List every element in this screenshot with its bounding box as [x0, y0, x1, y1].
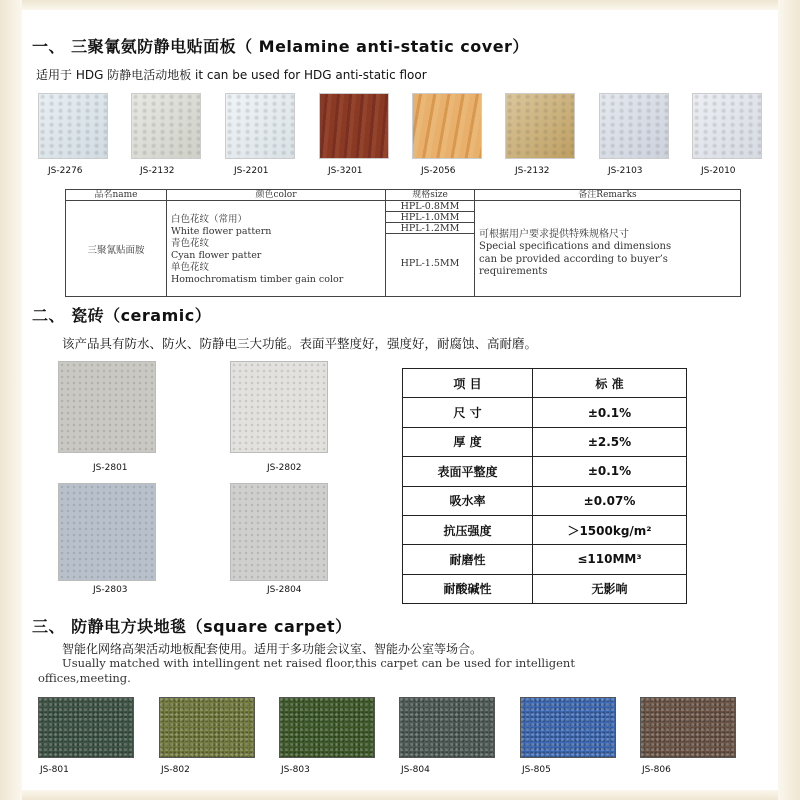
color-item: 青色花纹	[171, 237, 210, 249]
swatch-code: JS-2010	[701, 166, 736, 176]
carpet-swatch	[399, 697, 495, 758]
spec-item: 耐磨性	[403, 545, 533, 574]
remarks	[475, 201, 741, 297]
spec-item: 耐酸碱性	[403, 574, 533, 603]
carpet-code: JS-806	[642, 765, 671, 775]
spec-value: ±0.1%	[533, 398, 687, 427]
color-list	[167, 201, 386, 297]
remark-line: Special specifications and dimensions	[479, 241, 672, 252]
color-item: 白色花纹（常用）	[171, 213, 248, 225]
spec-value: ±2.5%	[533, 427, 687, 456]
tile-code: JS-2802	[267, 463, 302, 473]
table-header: 备注Remarks	[475, 190, 741, 201]
color-item: White flower pattern	[171, 225, 272, 237]
spec-value: ≤110MM³	[533, 545, 687, 574]
size-item: HPL-1.5MM	[400, 258, 460, 269]
spec-item: 尺 寸	[403, 398, 533, 427]
section2-heading: 二、 瓷砖（ceramic）	[32, 306, 212, 325]
section3-desc-en-2: offices,meeting.	[38, 671, 131, 685]
swatch-tile	[131, 93, 201, 159]
swatch-code: JS-2132	[140, 166, 175, 176]
spec-value: 无影响	[533, 574, 687, 603]
section2-description: 该产品具有防水、防火、防静电三大功能。表面平整度好，强度好，耐腐蚀、高耐磨。	[62, 336, 538, 351]
spec-value: ＞1500kg/m²	[533, 515, 687, 544]
melamine-table	[65, 189, 741, 297]
spec-value: ±0.07%	[533, 486, 687, 515]
section1-heading: 一、 三聚氰氨防静电贴面板（ Melamine anti-static cover）	[32, 37, 529, 56]
ceramic-spec-table	[402, 368, 687, 604]
tile-code: JS-2801	[93, 463, 128, 473]
remark-line: requirements	[479, 266, 548, 277]
carpet-swatch	[159, 697, 255, 758]
carpet-swatch	[279, 697, 375, 758]
swatch-code: JS-2103	[608, 166, 643, 176]
tile-code: JS-2804	[267, 585, 302, 595]
swatch-code: JS-2132	[515, 166, 550, 176]
size-item: HPL-0.8MM	[386, 201, 474, 212]
swatch-tile	[692, 93, 762, 159]
ceramic-tile	[230, 361, 328, 453]
size-list	[386, 201, 475, 297]
spec-item: 厚 度	[403, 427, 533, 456]
spec-item: 表面平整度	[403, 457, 533, 486]
frame-bottom	[0, 790, 800, 800]
swatch-code: JS-2201	[234, 166, 269, 176]
carpet-code: JS-805	[522, 765, 551, 775]
section3-heading: 三、 防静电方块地毯（square carpet）	[32, 617, 352, 636]
frame-left	[0, 0, 22, 800]
swatch-code: JS-2056	[421, 166, 456, 176]
swatch-tile	[412, 93, 482, 159]
spec-value: ±0.1%	[533, 457, 687, 486]
spec-header: 项 目	[403, 369, 533, 398]
remark-line: 可根据用户要求提供特殊规格尺寸	[479, 228, 629, 240]
swatch-tile	[225, 93, 295, 159]
ceramic-tile	[58, 483, 156, 581]
swatch-code: JS-2276	[48, 166, 83, 176]
color-item: 单色花纹	[171, 261, 210, 273]
table-header: 颜色color	[167, 190, 386, 201]
carpet-swatch	[520, 697, 616, 758]
frame-top	[0, 0, 800, 10]
carpet-code: JS-801	[40, 765, 69, 775]
swatch-tile	[599, 93, 669, 159]
swatch-tile	[38, 93, 108, 159]
carpet-code: JS-804	[401, 765, 430, 775]
size-item: HPL-1.0MM	[386, 212, 474, 223]
swatch-tile	[505, 93, 575, 159]
carpet-code: JS-803	[281, 765, 310, 775]
color-item: Cyan flower patter	[171, 249, 262, 261]
section3-desc-en-1: Usually matched with intellingent net raised floor,this carpet can be used for intelligent	[62, 656, 575, 670]
ceramic-tile	[58, 361, 156, 453]
remark-line: can be provided according to buyer’s	[479, 253, 668, 265]
spec-item: 抗压强度	[403, 515, 533, 544]
ceramic-tile	[230, 483, 328, 581]
swatch-tile	[319, 93, 389, 159]
tile-code: JS-2803	[93, 585, 128, 595]
carpet-swatch	[38, 697, 134, 758]
spec-header: 标 准	[533, 369, 687, 398]
carpet-swatch	[640, 697, 736, 758]
color-item: Homochromatism timber gain color	[171, 273, 344, 285]
carpet-code: JS-802	[161, 765, 190, 775]
frame-right	[778, 0, 800, 800]
spec-item: 吸水率	[403, 486, 533, 515]
table-header: 规格size	[386, 190, 475, 201]
swatch-code: JS-3201	[328, 166, 363, 176]
section3-desc-cn: 智能化网络高架活动地板配套使用。适用于多功能会议室、智能办公室等场合。	[62, 642, 483, 656]
size-item: HPL-1.2MM	[386, 223, 474, 234]
product-name: 三聚氰贴面胺	[66, 201, 167, 297]
section1-subheading: 适用于 HDG 防静电活动地板 it can be used for HDG anti-static floor	[36, 68, 427, 82]
table-header: 品名name	[66, 190, 167, 201]
